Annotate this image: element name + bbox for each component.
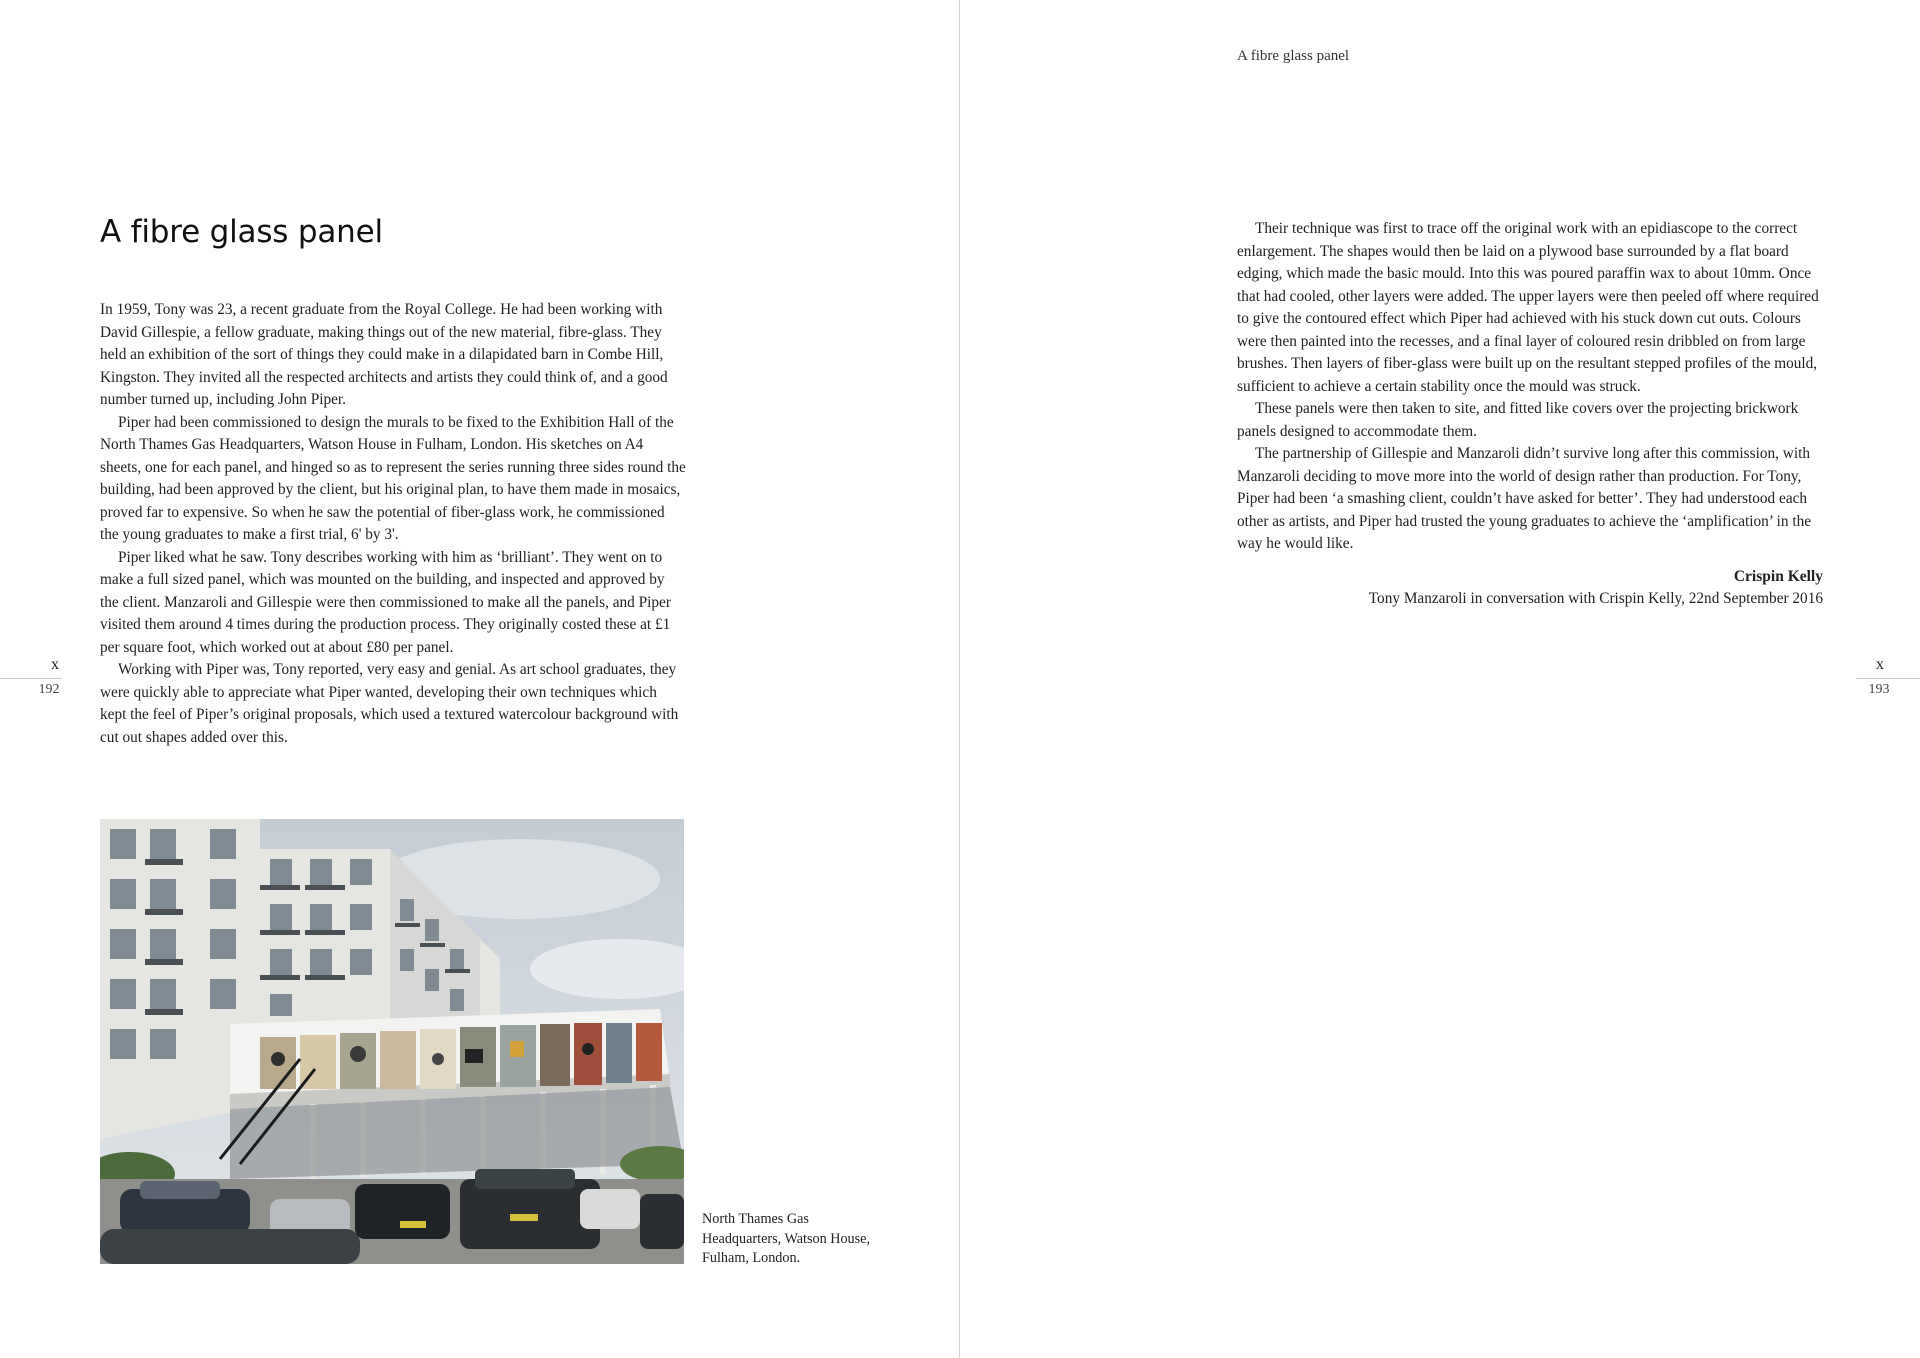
folio-mark: x	[1876, 656, 1884, 673]
chapter-title: A fibre glass panel	[100, 214, 383, 250]
paragraph: In 1959, Tony was 23, a recent graduate from the Royal College. He had been working with David Gillespie, a fellow graduate, making things out of the new material, fibre-glass. They held an exhibition of the sort of things they could make in a dilapidated barn in Combe Hill, Kingston. They invited all the respected architects and artists they could think of, and a good number turned up, including John Piper.	[100, 301, 668, 408]
signature-line: Tony Manzaroli in conversation with Crispin Kelly, 22nd September 2016	[1368, 590, 1823, 607]
building-photo	[100, 819, 684, 1264]
folio-rule	[0, 678, 62, 679]
paragraph: Piper liked what he saw. Tony describes working with him as ‘brilliant’. They went on to make a full sized panel, which was mounted on the building, and inspected and approved by the client. Manzaroli and Gillespie were then commissioned to make all the panels, and Piper visited them around 4 times during the production process. They originally costed these at £1 per square foot, which worked out at about £80 per panel.	[100, 548, 671, 656]
folio-rule	[1856, 678, 1920, 679]
folio-mark: x	[51, 656, 59, 673]
right-body-text	[1237, 218, 1823, 611]
paragraph: Piper had been commissioned to design the murals to be fixed to the Exhibition Hall of the North Thames Gas Headquarters, Watson House in Fulham, London. His sketches on A4 sheets, one for each panel, and hinged so as to represent the series running three sides round the building, had been approved by the client, but his original plan, to have them made in mosaics, proved far to expensive. So when he saw the potential of fiber-glass work, he commissioned the young graduates to make a first trial, 6' by 3'.	[100, 413, 686, 543]
left-body-text	[100, 299, 686, 749]
left-page	[0, 0, 959, 1358]
paragraph: Working with Piper was, Tony reported, very easy and genial. As art school graduates, they were quickly able to appreciate what Piper wanted, developing their own techniques which kept the feel of Piper’s original proposals, which used a textured watercolour background with cut out shapes added over this.	[100, 661, 679, 746]
page-number: 192	[38, 682, 60, 697]
paragraph: These panels were then taken to site, and fitted like covers over the projecting brickwork panels designed to accommodate them.	[1237, 400, 1799, 440]
right-page	[960, 0, 1920, 1358]
photo-caption: North Thames Gas Headquarters, Watson House, Fulham, London.	[702, 1211, 871, 1266]
page-number: 193	[1868, 682, 1890, 697]
paragraph: Their technique was first to trace off the original work with an epidiascope to the correct enlargement. The shapes would then be laid on a plywood base surrounded by a flat board edging, which made the basic mould. Into this was poured paraffin wax to about 10mm. Once that had cooled, other layers were added. The upper layers were then peeled off where required to give the contoured effect which Piper had achieved with his stuck down cut outs. Colours were then painted into the recesses, and a final layer of coloured resin dribbled on from large brushes. Then layers of fiber-glass were built up on the resultant stepped profiles of the mould, sufficient to achieve a certain stability once the mould was struck.	[1237, 220, 1819, 395]
paragraph: The partnership of Gillespie and Manzaroli didn’t survive long after this commission, with Manzaroli deciding to move more into the world of design rather than production. For Tony, Piper had been ‘a smashing client, couldn’t have asked for better’. They had understood each other as artists, and Piper had trusted the young graduates to achieve the ‘amplification’ in the way he would like.	[1237, 445, 1812, 552]
signature-name: Crispin Kelly	[1733, 567, 1823, 585]
running-head: A fibre glass panel	[1237, 48, 1350, 64]
